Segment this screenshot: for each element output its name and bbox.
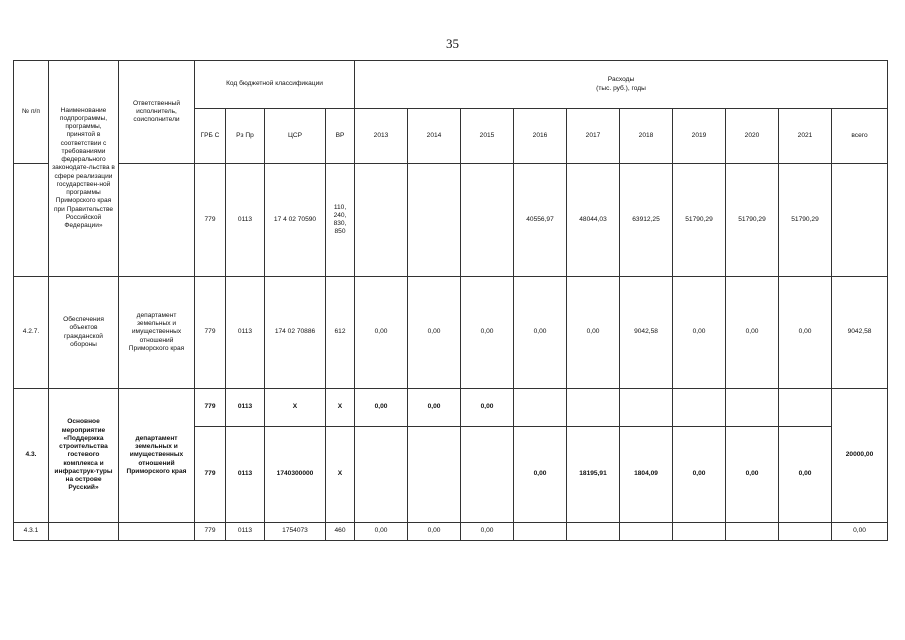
cell-grbs: 779 bbox=[195, 427, 226, 523]
header-expenses bbox=[355, 61, 888, 109]
cell-2019 bbox=[673, 389, 726, 427]
cell-num: 4.3.1 bbox=[14, 523, 49, 541]
cell-2016: 0,00 bbox=[514, 277, 567, 389]
cell-num: 4.2.7. bbox=[14, 277, 49, 389]
cell-vr: 612 bbox=[326, 277, 355, 389]
header-year-2021: 2021 bbox=[779, 109, 832, 164]
cell-2018: 9042,58 bbox=[620, 277, 673, 389]
header-budget-code: Код бюджетной классификации bbox=[195, 61, 355, 109]
cell-num bbox=[14, 164, 49, 277]
cell-2019: 0,00 bbox=[673, 277, 726, 389]
cell-csr: 1740300000 bbox=[265, 427, 326, 523]
cell-grbs: 779 bbox=[195, 277, 226, 389]
cell-rzpr: 0113 bbox=[226, 523, 265, 541]
cell-2021 bbox=[779, 389, 832, 427]
cell-2021 bbox=[779, 523, 832, 541]
header-year-2013: 2013 bbox=[355, 109, 408, 164]
cell-vr: X bbox=[326, 427, 355, 523]
table-row bbox=[14, 523, 888, 541]
cell-name: Обеспечения объектов гражданской обороны bbox=[49, 277, 119, 389]
cell-2021: 0,00 bbox=[779, 427, 832, 523]
cell-csr: X bbox=[265, 389, 326, 427]
header-total: всего bbox=[832, 109, 888, 164]
cell-2020 bbox=[726, 389, 779, 427]
header-year-2017: 2017 bbox=[567, 109, 620, 164]
cell-grbs: 779 bbox=[195, 164, 226, 277]
cell-total: 9042,58 bbox=[832, 277, 888, 389]
cell-2016: 0,00 bbox=[514, 427, 567, 523]
cell-2021: 51790,29 bbox=[779, 164, 832, 277]
cell-total: 0,00 bbox=[832, 523, 888, 541]
cell-2014 bbox=[408, 427, 461, 523]
cell-2018: 1804,09 bbox=[620, 427, 673, 523]
cell-total bbox=[832, 164, 888, 277]
cell-2019: 0,00 bbox=[673, 427, 726, 523]
cell-2018: 63912,25 bbox=[620, 164, 673, 277]
cell-2017 bbox=[567, 389, 620, 427]
cell-responsible bbox=[119, 164, 195, 277]
header-rzpr: Рз Пр bbox=[226, 109, 265, 164]
header-vr: ВР bbox=[326, 109, 355, 164]
cell-2017: 48044,03 bbox=[567, 164, 620, 277]
cell-vr: X bbox=[326, 389, 355, 427]
cell-responsible bbox=[119, 523, 195, 541]
cell-2016 bbox=[514, 523, 567, 541]
cell-2019: 51790,29 bbox=[673, 164, 726, 277]
cell-2016 bbox=[514, 389, 567, 427]
header-name: Наименование подпрограммы, программы, принятой в соответствии с требованиями федерального законодате-льства в сфере реализации государствен-ной программы Приморского края при Правительстве Российской Федерации» bbox=[49, 61, 119, 277]
cell-vr: 110, 240, 830, 850 bbox=[326, 164, 355, 277]
cell-responsible: департамент земельных и имущественных отношений Приморского края bbox=[119, 389, 195, 523]
cell-2014: 0,00 bbox=[408, 277, 461, 389]
cell-responsible: департамент земельных и имущественных отношений Приморского края bbox=[119, 277, 195, 389]
header-num: № п/п bbox=[14, 61, 49, 164]
cell-csr: 1754073 bbox=[265, 523, 326, 541]
cell-total: 20000,00 bbox=[832, 389, 888, 523]
cell-2015: 0,00 bbox=[461, 277, 514, 389]
cell-rzpr: 0113 bbox=[226, 164, 265, 277]
cell-2013 bbox=[355, 427, 408, 523]
page-number: 35 bbox=[446, 36, 459, 51]
header-grbs: ГРБ С bbox=[195, 109, 226, 164]
cell-grbs: 779 bbox=[195, 389, 226, 427]
cell-rzpr: 0113 bbox=[226, 389, 265, 427]
cell-2014: 0,00 bbox=[408, 523, 461, 541]
header-csr: ЦСР bbox=[265, 109, 326, 164]
cell-2015 bbox=[461, 427, 514, 523]
cell-2013: 0,00 bbox=[355, 523, 408, 541]
header-year-2019: 2019 bbox=[673, 109, 726, 164]
header-year-2015: 2015 bbox=[461, 109, 514, 164]
cell-num: 4.3. bbox=[14, 389, 49, 523]
cell-2017 bbox=[567, 523, 620, 541]
cell-2020: 51790,29 bbox=[726, 164, 779, 277]
table-row bbox=[14, 164, 888, 277]
cell-csr: 17 4 02 70590 bbox=[265, 164, 326, 277]
cell-name bbox=[49, 523, 119, 541]
cell-2014: 0,00 bbox=[408, 389, 461, 427]
budget-table bbox=[13, 60, 888, 541]
cell-2020: 0,00 bbox=[726, 277, 779, 389]
header-year-2016: 2016 bbox=[514, 109, 567, 164]
header-year-2014: 2014 bbox=[408, 109, 461, 164]
cell-2015: 0,00 bbox=[461, 523, 514, 541]
cell-vr: 460 bbox=[326, 523, 355, 541]
cell-2020 bbox=[726, 523, 779, 541]
cell-csr: 174 02 70886 bbox=[265, 277, 326, 389]
cell-2018 bbox=[620, 389, 673, 427]
header-expenses-title: Расходы bbox=[607, 76, 635, 84]
cell-2021: 0,00 bbox=[779, 277, 832, 389]
cell-2016: 40556,97 bbox=[514, 164, 567, 277]
cell-2019 bbox=[673, 523, 726, 541]
cell-2017: 0,00 bbox=[567, 277, 620, 389]
table-row bbox=[14, 277, 888, 389]
header-responsible: Ответственный исполнитель, соисполнители bbox=[119, 61, 195, 164]
cell-2017: 18195,91 bbox=[567, 427, 620, 523]
header-year-2020: 2020 bbox=[726, 109, 779, 164]
cell-2015 bbox=[461, 164, 514, 277]
cell-grbs: 779 bbox=[195, 523, 226, 541]
cell-2013: 0,00 bbox=[355, 389, 408, 427]
cell-2018 bbox=[620, 523, 673, 541]
cell-2013: 0,00 bbox=[355, 277, 408, 389]
header-expenses-unit: (тыс. руб.), годы bbox=[596, 84, 646, 92]
cell-2020: 0,00 bbox=[726, 427, 779, 523]
table-row bbox=[14, 389, 888, 427]
cell-rzpr: 0113 bbox=[226, 427, 265, 523]
cell-2013 bbox=[355, 164, 408, 277]
cell-rzpr: 0113 bbox=[226, 277, 265, 389]
header-year-2018: 2018 bbox=[620, 109, 673, 164]
cell-name: Основное мероприятие «Поддержка строительства гостевого комплекса и инфраструк-туры на острове Русский» bbox=[49, 389, 119, 523]
cell-2014 bbox=[408, 164, 461, 277]
cell-2015: 0,00 bbox=[461, 389, 514, 427]
